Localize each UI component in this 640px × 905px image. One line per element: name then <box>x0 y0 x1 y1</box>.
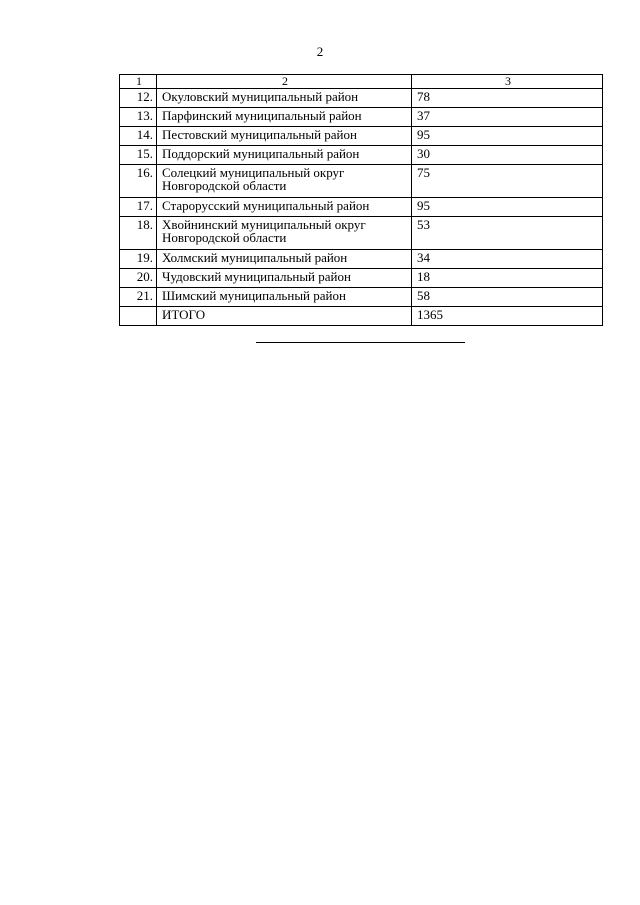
table-row <box>120 269 603 288</box>
table-row <box>120 165 603 198</box>
table-row <box>120 108 603 127</box>
table-row <box>120 146 603 165</box>
table-row <box>120 250 603 269</box>
table-row <box>120 288 603 307</box>
district-value: 30 <box>412 146 603 165</box>
row-number: 21. <box>120 288 157 307</box>
district-name: Старорусский муниципальный район <box>157 198 412 217</box>
table-row <box>120 89 603 108</box>
column-header-3: 3 <box>412 75 603 89</box>
district-name: Пестовский муниципальный район <box>157 127 412 146</box>
row-number: 19. <box>120 250 157 269</box>
total-row-number <box>120 307 157 326</box>
total-value: 1365 <box>412 307 603 326</box>
district-name: Холмский муниципальный район <box>157 250 412 269</box>
table-row <box>120 127 603 146</box>
table-row <box>120 198 603 217</box>
column-header-2: 2 <box>157 75 412 89</box>
table-header-row <box>120 75 603 89</box>
district-value: 95 <box>412 198 603 217</box>
data-table <box>119 74 603 326</box>
district-value: 58 <box>412 288 603 307</box>
district-value: 37 <box>412 108 603 127</box>
table-row <box>120 217 603 250</box>
row-number: 12. <box>120 89 157 108</box>
district-value: 34 <box>412 250 603 269</box>
total-label: ИТОГО <box>157 307 412 326</box>
district-value: 78 <box>412 89 603 108</box>
total-row <box>120 307 603 326</box>
column-header-1: 1 <box>120 75 157 89</box>
district-name: Хвойнинский муниципальный округ Новгородской области <box>157 217 412 250</box>
row-number: 18. <box>120 217 157 250</box>
page-number: 2 <box>316 44 324 59</box>
district-value: 53 <box>412 217 603 250</box>
bottom-divider-line <box>256 342 465 343</box>
row-number: 14. <box>120 127 157 146</box>
district-name: Поддорский муниципальный район <box>157 146 412 165</box>
row-number: 15. <box>120 146 157 165</box>
district-name: Чудовский муниципальный район <box>157 269 412 288</box>
row-number: 20. <box>120 269 157 288</box>
row-number: 13. <box>120 108 157 127</box>
district-name: Парфинский муниципальный район <box>157 108 412 127</box>
district-value: 95 <box>412 127 603 146</box>
district-value: 18 <box>412 269 603 288</box>
row-number: 16. <box>120 165 157 198</box>
district-name: Шимский муниципальный район <box>157 288 412 307</box>
row-number: 17. <box>120 198 157 217</box>
district-name: Солецкий муниципальный округ Новгородской области <box>157 165 412 198</box>
district-name: Окуловский муниципальный район <box>157 89 412 108</box>
district-value: 75 <box>412 165 603 198</box>
